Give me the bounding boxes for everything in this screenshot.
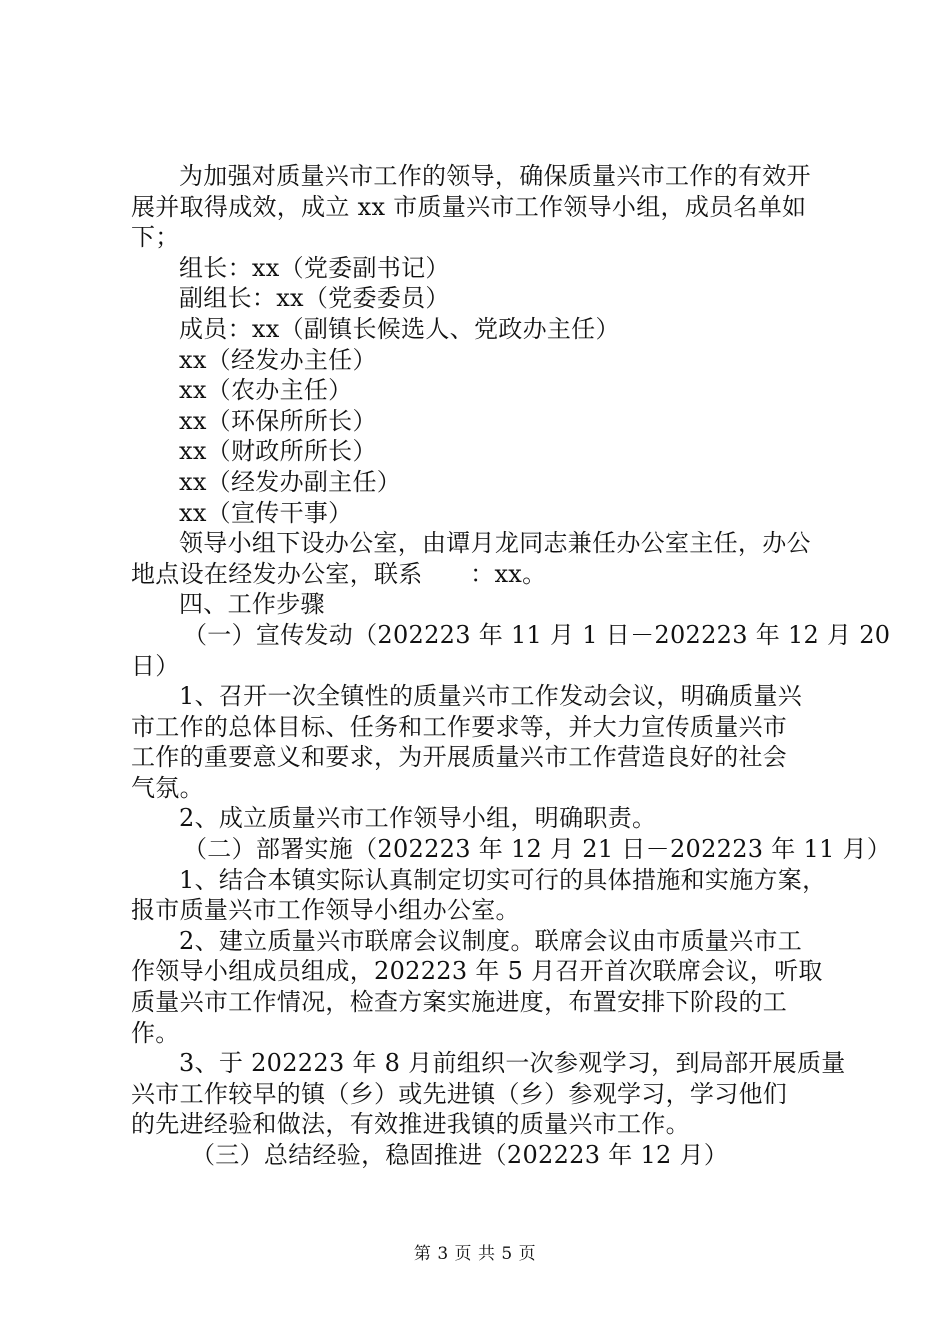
member-line: 组长：xx（党委副书记） bbox=[179, 253, 450, 282]
document-body bbox=[131, 161, 892, 1171]
paragraph-line: 1、召开一次全镇性的质量兴市工作发动会议，明确质量兴 bbox=[179, 682, 803, 711]
member-line: 成员：xx（副镇长候选人、党政办主任） bbox=[179, 314, 620, 343]
paragraph-line: 2、建立质量兴市联席会议制度。联席会议由市质量兴市工 bbox=[179, 926, 803, 955]
paragraph-line: 下； bbox=[131, 223, 180, 252]
paragraph-line: 1、结合本镇实际认真制定切实可行的具体措施和实施方案， bbox=[179, 865, 827, 894]
paragraph-line: 市工作的总体目标、任务和工作要求等，并大力宣传质量兴市 bbox=[131, 712, 788, 741]
member-line: xx（环保所所长） bbox=[179, 406, 377, 435]
paragraph-line: 2、成立质量兴市工作领导小组，明确职责。 bbox=[179, 804, 657, 833]
paragraph-line: 作。 bbox=[131, 1018, 180, 1047]
member-line: xx（经发办主任） bbox=[179, 345, 377, 374]
member-line: xx（农办主任） bbox=[179, 376, 353, 405]
paragraph-line: 为加强对质量兴市工作的领导，确保质量兴市工作的有效开 bbox=[179, 162, 811, 190]
section-heading: 四、工作步骤 bbox=[179, 590, 325, 619]
subsection-heading: （二）部署实施（202223 年 12 月 21 日－202223 年 11 月） bbox=[183, 835, 892, 864]
paragraph-line: 报市质量兴市工作领导小组办公室。 bbox=[131, 896, 520, 925]
page-footer bbox=[0, 1244, 950, 1264]
member-line: xx（宣传干事） bbox=[179, 498, 353, 527]
member-line: xx（财政所所长） bbox=[179, 437, 377, 466]
page-number: 第 3 页 共 5 页 bbox=[413, 1244, 537, 1264]
subsection-heading: （一）宣传发动（202223 年 11 月 1 日－202223 年 12 月 20 bbox=[183, 620, 891, 649]
paragraph-line: 领导小组下设办公室，由谭月龙同志兼任办公室主任，办公 bbox=[179, 529, 811, 558]
paragraph-line: 展并取得成效，成立 xx 市质量兴市工作领导小组，成员名单如 bbox=[131, 192, 807, 221]
paragraph-line: 地点设在经发办公室，联系 ：xx。 bbox=[131, 559, 547, 588]
paragraph-line: 3、于 202223 年 8 月前组织一次参观学习，到局部开展质量 bbox=[179, 1049, 846, 1078]
paragraph-line: 作领导小组成员组成，202223 年 5 月召开首次联席会议，听取 bbox=[131, 957, 823, 986]
member-line: xx（经发办副主任） bbox=[179, 467, 402, 496]
subsection-heading: （三）总结经验，稳固推进（202223 年 12 月） bbox=[191, 1141, 729, 1169]
member-line: 副组长：xx（党委委员） bbox=[179, 284, 450, 313]
paragraph-line: 工作的重要意义和要求，为开展质量兴市工作营造良好的社会 bbox=[131, 743, 788, 772]
paragraph-line: 质量兴市工作情况，检查方案实施进度，布置安排下阶段的工 bbox=[131, 988, 788, 1017]
paragraph-line: 兴市工作较早的镇（乡）或先进镇（乡）参观学习，学习他们 bbox=[131, 1079, 788, 1108]
paragraph-line: 气氛。 bbox=[131, 773, 204, 802]
subsection-heading: 日） bbox=[131, 651, 180, 680]
paragraph-line: 的先进经验和做法，有效推进我镇的质量兴市工作。 bbox=[131, 1110, 690, 1139]
